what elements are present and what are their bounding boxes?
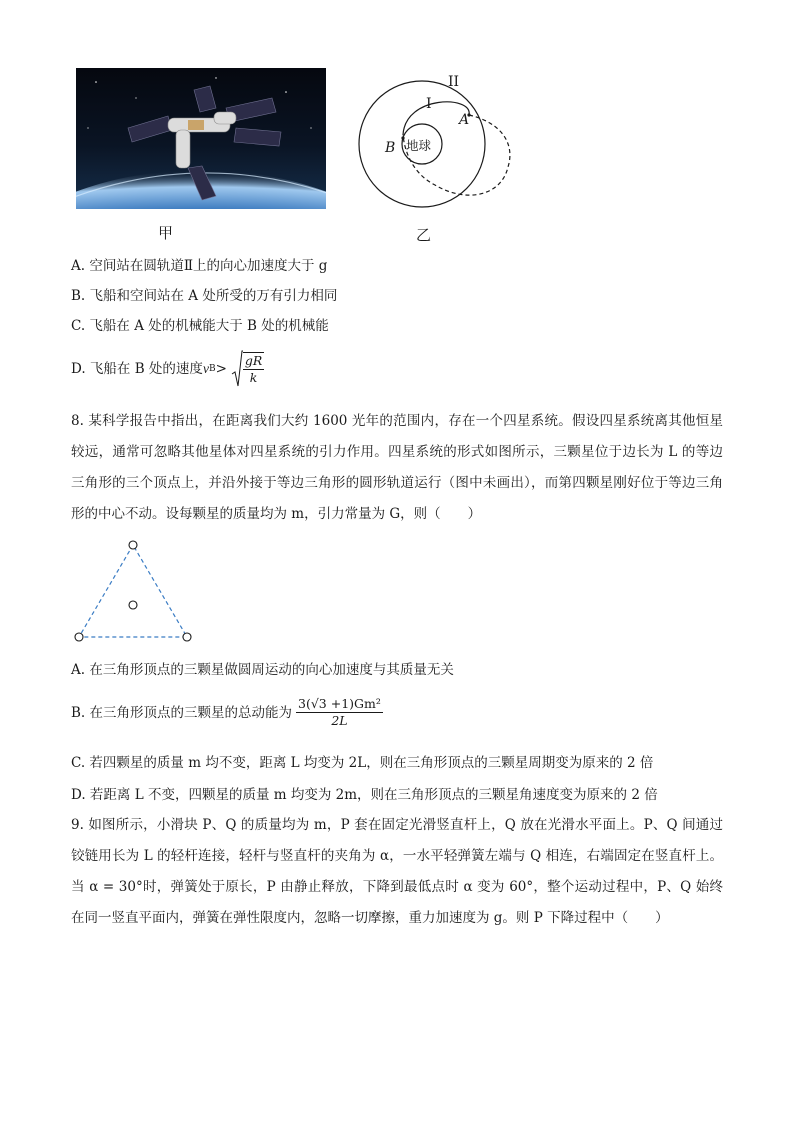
sqrt-icon bbox=[231, 350, 243, 388]
earth-label: 地球 bbox=[406, 138, 432, 153]
kinetic-energy-fraction bbox=[296, 696, 383, 729]
figure-jia-caption: 甲 bbox=[158, 224, 174, 242]
sqrt-expression bbox=[231, 350, 264, 388]
orbit-diagram bbox=[355, 75, 515, 225]
point-a-label: A bbox=[459, 112, 470, 128]
q7-option-b: B. 飞船和空间站在 A 处所受的万有引力相同 bbox=[71, 288, 338, 304]
fraction-numerator: 3(√3 +1)Gm² bbox=[298, 696, 381, 711]
q8-option-b-text: B. 在三角形顶点的三颗星的总动能为 bbox=[71, 704, 293, 721]
q8-option-c: C. 若四颗星的质量 m 均不变，距离 L 均变为 2L，则在三角形顶点的三颗星周期变为原来的 2 倍 bbox=[71, 755, 654, 771]
q7-option-d bbox=[71, 350, 264, 388]
four-star-diagram bbox=[70, 536, 200, 646]
space-station-photo bbox=[76, 68, 326, 209]
q7-option-a: A. 空间站在圆轨道Ⅱ上的向心加速度大于 g bbox=[71, 258, 328, 274]
sqrt-denominator: k bbox=[249, 370, 258, 385]
q8-option-b bbox=[71, 696, 383, 729]
orbit-i-label: I bbox=[426, 96, 432, 112]
q8-option-a: A. 在三角形顶点的三颗星做圆周运动的向心加速度与其质量无关 bbox=[71, 662, 454, 678]
q8-stem: 8. 某科学报告中指出，在距离我们大约 1600 光年的范围内，存在一个四星系统。假设四星系统离其他恒星较远，通常可忽略其他星体对四星系统的引力作用。四星系统的形式如图所示，三颗星位于边长为 L 的等边三角形的三个顶点上，并沿外接于等边三角形的圆形轨道运行（图中未画出），而第四颗星刚好位于等边三角形的中心不动。设每颗星的质量均为 m，引力常量为 G，则（ ） bbox=[71, 413, 723, 522]
q7-option-d-text: D. 飞船在 B 处的速度 bbox=[71, 361, 203, 377]
q9-stem: 9. 如图所示，小滑块 P、Q 的质量均为 m，P 套在固定光滑竖直杆上，Q 放在光滑水平面上。P、Q 间通过铰链用长为 L 的轻杆连接，轻杆与竖直杆的夹角为 α，一水平轻弹簧左端与 Q 相连，右端固定在竖直杆上。当 α = 30°时，弹簧处于原长，P 由静止释放，下降到最低点时 α 变为 60°，整个运动过程中，P、Q 始终在同一竖直平面内，弹簧在弹性限度内，忽略一切摩擦，重力加速度为 g。则 P 下降过程中（ ） bbox=[71, 817, 723, 926]
figure-yi-caption: 乙 bbox=[416, 226, 432, 244]
velocity-subscript: B bbox=[208, 364, 216, 374]
q8-option-d: D. 若距离 L 不变，四颗星的质量 m 均变为 2m，则在三角形顶点的三颗星角速度变为原来的 2 倍 bbox=[71, 787, 658, 803]
point-b-label: B bbox=[385, 140, 396, 156]
fraction-denominator: 2L bbox=[331, 713, 348, 728]
orbit-ii-label: II bbox=[448, 74, 460, 90]
q7-option-c: C. 飞船在 A 处的机械能大于 B 处的机械能 bbox=[71, 318, 329, 334]
sqrt-numerator: gR bbox=[244, 353, 263, 368]
velocity-symbol: v bbox=[202, 361, 209, 376]
greater-than: > bbox=[215, 361, 227, 377]
